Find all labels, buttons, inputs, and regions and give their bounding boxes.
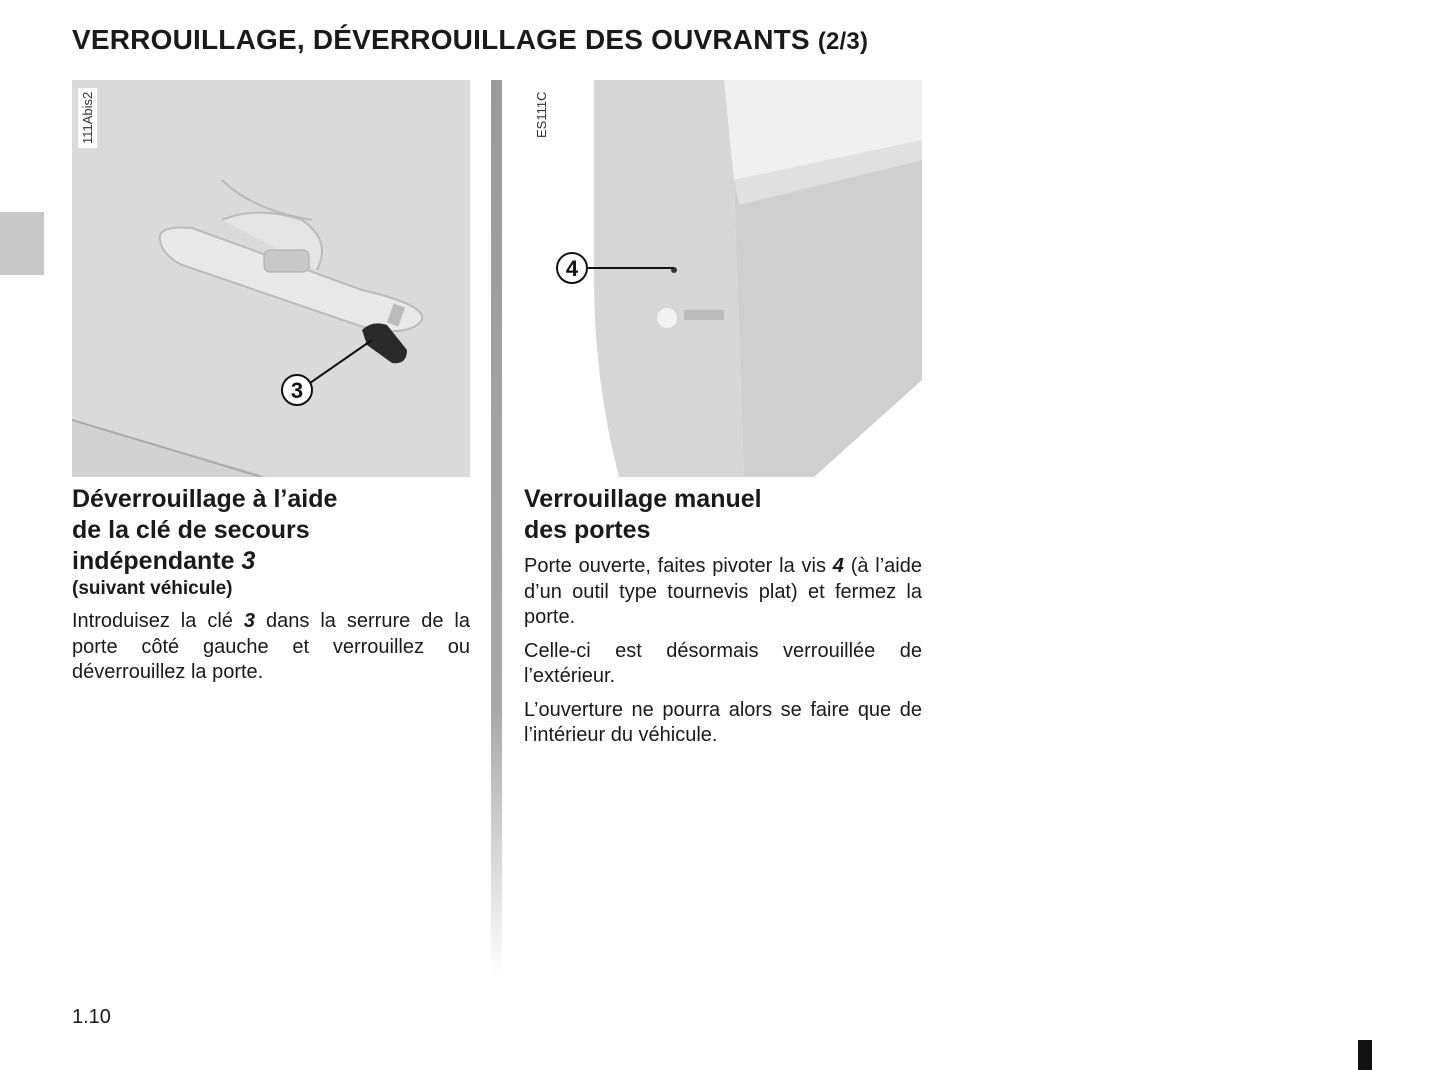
section-heading (72, 484, 470, 577)
column-divider (491, 80, 502, 980)
section-tab (0, 212, 44, 275)
page-title (72, 24, 868, 56)
figure-door-handle-key (72, 80, 470, 477)
text: (à l’aide d’un outil type tournevis plat) et fermez la porte. (524, 555, 922, 628)
page-edge-marker (1358, 1040, 1372, 1070)
paragraph (524, 554, 922, 631)
right-column (524, 484, 922, 749)
paragraph: L’ouverture ne pourra alors se faire que de l’intérieur du véhicule. (524, 698, 922, 746)
door-edge-illustration (524, 80, 922, 477)
section-heading (524, 484, 922, 546)
text: dans la serrure de la porte côté gauche et verrouillez ou déverrouillez la porte. (72, 610, 470, 683)
title-part: (2/3) (817, 28, 869, 55)
ref: 4 (832, 555, 844, 577)
figure-door-lock-screw (524, 80, 922, 477)
ref: 3 (243, 610, 256, 632)
heading-line: indépendante (72, 547, 242, 575)
figure-code: ES111C (532, 88, 551, 143)
paragraph (72, 609, 470, 686)
title-main: VERROUILLAGE, DÉVERROUILLAGE DES OUVRANTS (72, 24, 810, 55)
figure-code: 111Abis2 (78, 88, 97, 148)
heading-line: Verrouillage manuel (524, 485, 762, 513)
paragraph: Celle-ci est désormais verrouillée de l’extérieur. (524, 639, 922, 687)
text: Porte ouverte, faites pivoter la vis (524, 555, 833, 577)
text: Introduisez la clé (72, 610, 244, 632)
page-number: 1.10 (72, 1006, 111, 1028)
heading-line: Déverrouillage à l’aide (72, 485, 338, 513)
heading-line: des portes (524, 516, 651, 544)
heading-note: (suivant véhicule) (72, 578, 233, 599)
heading-ref: 3 (241, 547, 256, 575)
callout-3: 3 (290, 378, 304, 403)
heading-line: de la clé de secours (72, 516, 310, 544)
callout-4: 4 (565, 256, 579, 281)
door-handle-illustration (72, 80, 470, 477)
left-column (72, 484, 470, 686)
